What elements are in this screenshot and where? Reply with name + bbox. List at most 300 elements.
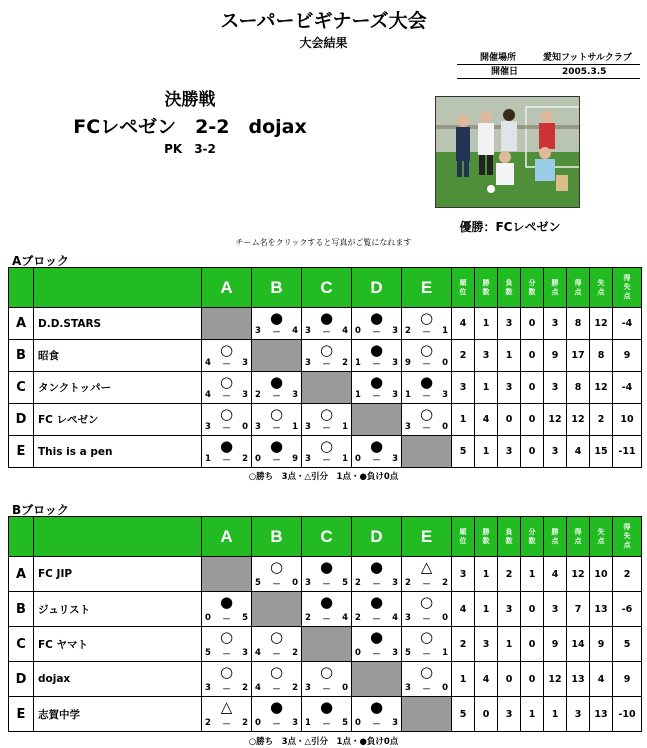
score-dash: － <box>422 392 431 402</box>
header-stat <box>498 268 521 308</box>
header-stat-label: 勝点 <box>551 527 559 545</box>
score-for: 3 <box>405 683 411 693</box>
match-score <box>205 613 248 625</box>
score-for: 5 <box>405 648 411 658</box>
match-score <box>355 390 398 402</box>
result-symbol: ● <box>319 698 334 716</box>
result-symbol: ○ <box>269 558 284 576</box>
score-against: 3 <box>442 390 448 400</box>
team-name-link[interactable]: 昭食 <box>34 340 202 372</box>
score-against: 3 <box>392 326 398 336</box>
team-row <box>9 340 642 372</box>
match-result-cell <box>302 404 352 436</box>
team-name-link[interactable]: FC JIP <box>34 557 202 592</box>
stat-value: 17 <box>567 340 590 372</box>
header-opponent-a: A <box>202 268 252 308</box>
stat-value: 7 <box>567 592 590 627</box>
result-symbol: ○ <box>319 341 334 359</box>
score-for: 2 <box>355 578 361 588</box>
team-row <box>9 697 642 732</box>
winner-caption: 優勝：FCレペゼン <box>459 220 561 234</box>
score-dash: － <box>372 720 381 730</box>
score-for: 9 <box>405 358 411 368</box>
score-dash: － <box>272 720 281 730</box>
header-stat <box>567 268 590 308</box>
match-result-cell <box>402 592 452 627</box>
team-row <box>9 627 642 662</box>
stat-value: 12 <box>590 308 613 340</box>
result-symbol: ○ <box>419 309 434 327</box>
score-for: 0 <box>355 326 361 336</box>
match-result-cell <box>352 697 402 732</box>
score-against: 5 <box>242 613 248 623</box>
score-dash: － <box>372 328 381 338</box>
stat-value: 8 <box>590 340 613 372</box>
header-stat <box>452 268 475 308</box>
header-stat-label: 分数 <box>528 278 536 296</box>
stat-value: 13 <box>590 592 613 627</box>
score-dash: － <box>322 328 331 338</box>
stat-value: 3 <box>544 592 567 627</box>
stat-value: 4 <box>452 592 475 627</box>
stat-value: 3 <box>544 372 567 404</box>
winner-team-photo[interactable] <box>435 96 580 208</box>
stat-value: 0 <box>521 308 544 340</box>
team-row <box>9 436 642 468</box>
score-dash: － <box>372 580 381 590</box>
stat-value: 2 <box>590 404 613 436</box>
result-symbol: ○ <box>419 405 434 423</box>
score-dash: － <box>272 424 281 434</box>
result-symbol: ● <box>219 593 234 611</box>
header-corner <box>9 268 34 308</box>
match-score <box>405 683 448 695</box>
header-opponent-e: E <box>402 268 452 308</box>
stat-value: 1 <box>498 627 521 662</box>
team-name-link[interactable]: ジュリスト <box>34 592 202 627</box>
header-stat-label: 勝点 <box>551 278 559 296</box>
result-symbol: ○ <box>219 405 234 423</box>
header-opponent-d: D <box>352 268 402 308</box>
stat-value: 2 <box>452 627 475 662</box>
score-for: 3 <box>305 683 311 693</box>
stat-value: 0 <box>521 436 544 468</box>
stat-value: 4 <box>475 404 498 436</box>
match-score <box>405 648 448 660</box>
stat-value: 3 <box>567 697 590 732</box>
match-score <box>355 358 398 370</box>
score-against: 2 <box>342 358 348 368</box>
stat-value: 1 <box>475 308 498 340</box>
score-dash: － <box>222 615 231 625</box>
row-letter: A <box>9 557 34 592</box>
match-result-cell <box>202 627 252 662</box>
score-for: 2 <box>305 613 311 623</box>
match-score <box>305 326 348 338</box>
match-score <box>255 422 298 434</box>
team-name-link[interactable]: D.D.STARS <box>34 308 202 340</box>
match-score <box>305 613 348 625</box>
stat-value: -11 <box>613 436 642 468</box>
result-symbol: ● <box>319 593 334 611</box>
match-score <box>355 648 398 660</box>
header-stat-label: 得点 <box>574 278 582 296</box>
score-dash: － <box>422 328 431 338</box>
stat-value: 0 <box>521 627 544 662</box>
score-for: 3 <box>255 422 261 432</box>
match-score <box>305 718 348 730</box>
header-team <box>34 268 202 308</box>
score-for: 1 <box>355 358 361 368</box>
score-dash: － <box>222 392 231 402</box>
header-stat-label: 得失点 <box>623 274 631 300</box>
header-stat-label: 失点 <box>597 278 605 296</box>
match-score <box>205 358 248 370</box>
stat-value: 4 <box>590 662 613 697</box>
match-score <box>405 613 448 625</box>
match-result-cell <box>352 557 402 592</box>
score-against: 2 <box>292 683 298 693</box>
page-subtitle: 大会結果 <box>299 36 348 50</box>
result-symbol: ○ <box>219 628 234 646</box>
stat-value: 3 <box>498 697 521 732</box>
stat-value: -10 <box>613 697 642 732</box>
match-result-cell <box>202 372 252 404</box>
stat-value: 1 <box>452 662 475 697</box>
score-against: 0 <box>442 422 448 432</box>
score-against: 2 <box>242 454 248 464</box>
match-result-cell <box>202 662 252 697</box>
header-stat <box>498 517 521 557</box>
score-for: 0 <box>205 613 211 623</box>
result-symbol: ○ <box>269 628 284 646</box>
stat-value: 9 <box>544 340 567 372</box>
score-for: 5 <box>255 578 261 588</box>
result-symbol: ● <box>369 437 384 455</box>
match-result-cell <box>402 404 452 436</box>
score-dash: － <box>272 392 281 402</box>
header-stat <box>452 517 475 557</box>
result-symbol: ○ <box>269 663 284 681</box>
result-symbol: ● <box>369 341 384 359</box>
score-against: 4 <box>342 613 348 623</box>
score-against: 3 <box>242 358 248 368</box>
stat-value: 5 <box>452 436 475 468</box>
score-against: 4 <box>342 326 348 336</box>
match-result-cell <box>202 697 252 732</box>
stat-value: 3 <box>544 436 567 468</box>
score-dash: － <box>222 360 231 370</box>
match-score <box>255 326 298 338</box>
score-for: 3 <box>205 683 211 693</box>
score-against: 0 <box>292 578 298 588</box>
stat-value: 1 <box>475 372 498 404</box>
result-symbol: ● <box>269 698 284 716</box>
header-stat-label: 負数 <box>505 527 513 545</box>
score-dash: － <box>372 615 381 625</box>
score-for: 1 <box>305 718 311 728</box>
result-symbol: ○ <box>219 341 234 359</box>
score-for: 4 <box>205 390 211 400</box>
score-for: 4 <box>205 358 211 368</box>
match-result-cell <box>252 436 302 468</box>
match-result-cell <box>402 627 452 662</box>
header-stat <box>475 517 498 557</box>
stat-value: 3 <box>452 372 475 404</box>
stat-value: 3 <box>498 592 521 627</box>
team-name-link[interactable]: dojax <box>34 662 202 697</box>
stat-value: 5 <box>613 627 642 662</box>
match-score <box>355 613 398 625</box>
score-against: 2 <box>242 683 248 693</box>
block-b-legend: ○勝ち 3点・△引分 1点・●負け0点 <box>248 737 399 747</box>
score-dash: － <box>422 650 431 660</box>
match-result-cell <box>302 436 352 468</box>
score-dash: － <box>222 424 231 434</box>
score-for: 4 <box>255 648 261 658</box>
stat-value: 13 <box>567 662 590 697</box>
header-stat <box>613 268 642 308</box>
stat-value: 4 <box>544 557 567 592</box>
score-against: 0 <box>442 358 448 368</box>
match-score <box>355 454 398 466</box>
result-symbol: ● <box>369 628 384 646</box>
stat-value: 1 <box>544 697 567 732</box>
score-for: 3 <box>305 358 311 368</box>
score-for: 0 <box>355 718 361 728</box>
date-line <box>457 66 640 79</box>
match-result-cell <box>402 372 452 404</box>
stat-value: 9 <box>613 340 642 372</box>
score-for: 2 <box>255 390 261 400</box>
match-result-cell <box>252 662 302 697</box>
score-against: 3 <box>292 718 298 728</box>
stat-value: 0 <box>521 662 544 697</box>
score-for: 2 <box>405 326 411 336</box>
match-score <box>405 358 448 370</box>
team-name-link[interactable]: FC レペゼン <box>34 404 202 436</box>
stat-value: 0 <box>498 662 521 697</box>
match-score <box>205 390 248 402</box>
match-score <box>255 454 298 466</box>
team-photo-image <box>436 97 580 208</box>
score-against: 1 <box>342 454 348 464</box>
score-for: 3 <box>305 578 311 588</box>
score-dash: － <box>372 456 381 466</box>
row-letter: B <box>9 592 34 627</box>
stat-value: 4 <box>475 662 498 697</box>
stat-value: 1 <box>521 697 544 732</box>
match-score <box>205 454 248 466</box>
result-symbol: ● <box>369 373 384 391</box>
header-stat <box>567 517 590 557</box>
score-for: 3 <box>255 326 261 336</box>
header-corner <box>9 517 34 557</box>
row-letter: A <box>9 308 34 340</box>
result-symbol: ● <box>319 558 334 576</box>
score-dash: － <box>422 360 431 370</box>
match-score <box>255 718 298 730</box>
stat-value: 2 <box>498 557 521 592</box>
match-result-cell <box>252 404 302 436</box>
stat-value: 1 <box>521 557 544 592</box>
page-title: スーパービギナーズ大会 <box>220 10 427 32</box>
stat-value: 3 <box>498 436 521 468</box>
match-score <box>355 326 398 338</box>
stat-value: -6 <box>613 592 642 627</box>
result-symbol: ● <box>269 309 284 327</box>
score-against: 5 <box>342 718 348 728</box>
score-dash: － <box>422 580 431 590</box>
score-for: 0 <box>255 718 261 728</box>
header-row <box>9 517 642 557</box>
match-result-cell <box>302 340 352 372</box>
match-result-cell <box>402 308 452 340</box>
self-match-cell <box>202 557 252 592</box>
team-row <box>9 308 642 340</box>
result-symbol: ● <box>369 593 384 611</box>
stat-value: 1 <box>452 404 475 436</box>
match-score <box>305 683 348 695</box>
score-for: 5 <box>205 648 211 658</box>
row-letter: B <box>9 340 34 372</box>
match-score <box>255 648 298 660</box>
result-symbol: ● <box>269 437 284 455</box>
match-result-cell <box>202 436 252 468</box>
match-result-cell <box>352 627 402 662</box>
match-result-cell <box>302 662 352 697</box>
score-against: 3 <box>292 390 298 400</box>
score-for: 2 <box>205 718 211 728</box>
stat-value: 8 <box>567 372 590 404</box>
score-against: 3 <box>392 648 398 658</box>
self-match-cell <box>352 662 402 697</box>
score-against: 3 <box>242 648 248 658</box>
self-match-cell <box>402 697 452 732</box>
score-for: 4 <box>255 683 261 693</box>
stat-value: -4 <box>613 308 642 340</box>
header-stat-label: 順位 <box>459 278 467 296</box>
match-result-cell <box>252 697 302 732</box>
match-score <box>255 578 298 590</box>
date-label: 開催日 <box>491 67 519 77</box>
block-a-label: Aブロック <box>12 254 70 268</box>
score-dash: － <box>322 424 331 434</box>
stat-value: 9 <box>613 662 642 697</box>
score-against: 1 <box>292 422 298 432</box>
match-result-cell <box>352 372 402 404</box>
header-stat <box>590 517 613 557</box>
score-dash: － <box>272 580 281 590</box>
self-match-cell <box>352 404 402 436</box>
match-result-cell <box>352 592 402 627</box>
match-result-cell <box>302 592 352 627</box>
match-score <box>255 683 298 695</box>
score-dash: － <box>372 392 381 402</box>
stat-value: 1 <box>498 340 521 372</box>
stat-value: 14 <box>567 627 590 662</box>
score-against: 2 <box>292 648 298 658</box>
score-against: 3 <box>242 390 248 400</box>
row-letter: D <box>9 404 34 436</box>
match-score <box>405 326 448 338</box>
self-match-cell <box>252 340 302 372</box>
stat-value: 1 <box>475 592 498 627</box>
result-symbol: ○ <box>419 628 434 646</box>
score-dash: － <box>322 615 331 625</box>
team-row <box>9 557 642 592</box>
score-against: 3 <box>392 454 398 464</box>
score-dash: － <box>272 685 281 695</box>
header-stat-label: 勝数 <box>482 527 490 545</box>
match-result-cell <box>352 436 402 468</box>
result-symbol: ○ <box>219 663 234 681</box>
header-opponent-d: D <box>352 517 402 557</box>
stat-value: 2 <box>613 557 642 592</box>
score-dash: － <box>322 720 331 730</box>
final-title: 決勝戦 <box>164 90 216 110</box>
score-for: 3 <box>305 326 311 336</box>
header-opponent-a: A <box>202 517 252 557</box>
match-score <box>405 390 448 402</box>
stat-value: 15 <box>590 436 613 468</box>
score-dash: － <box>272 328 281 338</box>
self-match-cell <box>202 308 252 340</box>
stat-value: 9 <box>544 627 567 662</box>
match-result-cell <box>202 404 252 436</box>
header-stat <box>521 268 544 308</box>
score-dash: － <box>222 456 231 466</box>
score-against: 2 <box>442 578 448 588</box>
match-score <box>355 578 398 590</box>
score-against: 3 <box>392 358 398 368</box>
score-for: 0 <box>355 648 361 658</box>
header-opponent-c: C <box>302 517 352 557</box>
team-name-link[interactable]: タンクトッパー <box>34 372 202 404</box>
result-symbol: ● <box>269 373 284 391</box>
match-score <box>305 358 348 370</box>
score-dash: － <box>322 360 331 370</box>
score-for: 2 <box>405 578 411 588</box>
match-score <box>205 683 248 695</box>
team-name-link[interactable]: FC ヤマト <box>34 627 202 662</box>
match-score <box>305 422 348 434</box>
score-dash: － <box>272 456 281 466</box>
score-dash: － <box>322 456 331 466</box>
team-name-link[interactable]: This is a pen <box>34 436 202 468</box>
header-stat <box>544 268 567 308</box>
match-result-cell <box>252 557 302 592</box>
stat-value: 4 <box>452 308 475 340</box>
team-name-link[interactable]: 志賀中学 <box>34 697 202 732</box>
score-for: 3 <box>405 613 411 623</box>
row-letter: D <box>9 662 34 697</box>
result-symbol: △ <box>220 698 233 716</box>
score-against: 0 <box>442 683 448 693</box>
result-symbol: ○ <box>319 437 334 455</box>
score-for: 0 <box>255 454 261 464</box>
result-symbol: ● <box>369 698 384 716</box>
match-score <box>405 422 448 434</box>
match-score <box>205 422 248 434</box>
score-dash: － <box>372 360 381 370</box>
stat-value: 12 <box>544 662 567 697</box>
header-team <box>34 517 202 557</box>
result-symbol: ○ <box>219 373 234 391</box>
score-for: 3 <box>405 422 411 432</box>
venue-label: 開催場所 <box>480 53 517 63</box>
match-result-cell <box>202 340 252 372</box>
